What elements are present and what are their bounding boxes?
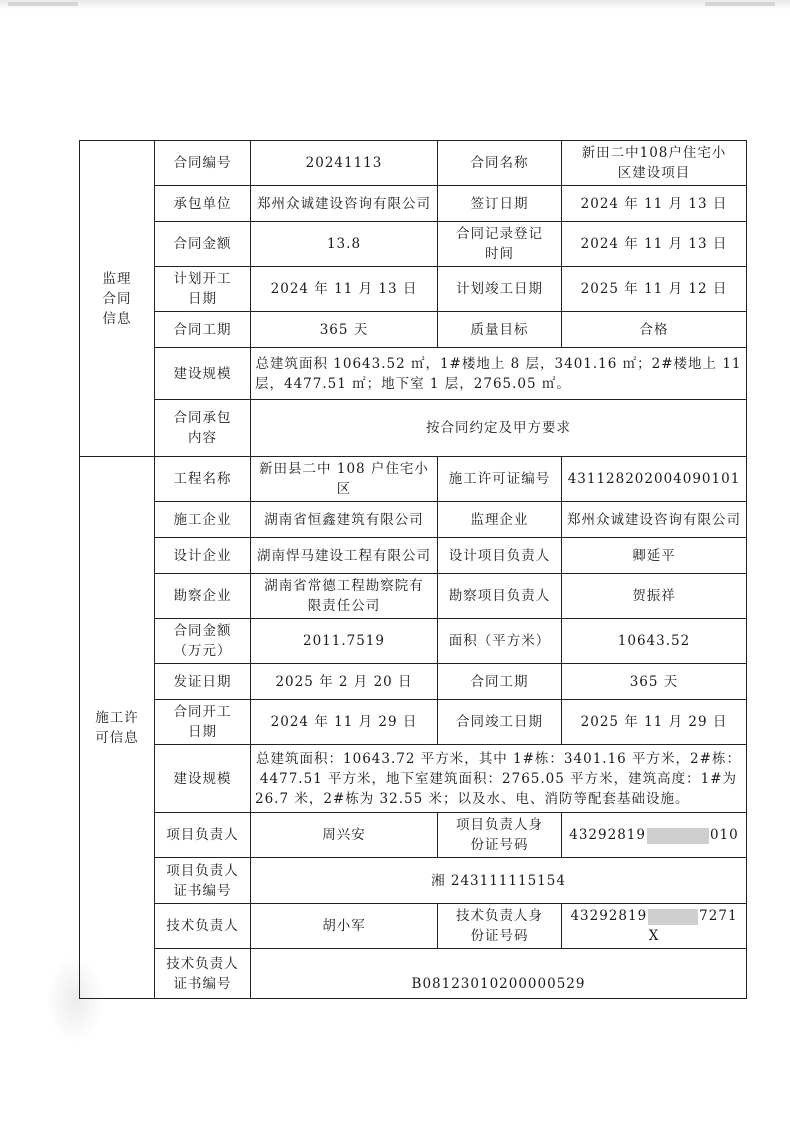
table-row	[80, 858, 747, 904]
section-title-contract: 监理合同信息	[80, 141, 155, 457]
field-label: 建设规模	[155, 348, 251, 400]
id-suffix: 010	[709, 827, 739, 843]
field-value: 新田二中108户住宅小区建设项目	[562, 141, 747, 186]
field-value: B08123010200000529	[251, 949, 747, 999]
field-label: 合同工期	[438, 664, 562, 700]
field-value: 贺振祥	[562, 574, 747, 619]
field-label: 承包单位	[155, 186, 251, 222]
id-prefix: 43292819	[569, 827, 646, 843]
table-row	[80, 538, 747, 574]
table-row	[80, 457, 747, 502]
table-row	[80, 619, 747, 664]
field-label: 监理企业	[438, 502, 562, 538]
table-row	[80, 222, 747, 267]
field-value: 总建筑面积 10643.52 ㎡，1#楼地上 8 层，3401.16 ㎡；2#楼地上 11 层，4477.51 ㎡；地下室 1 层，2765.05 ㎡。	[251, 348, 747, 400]
field-label: 技术负责人身份证号码	[438, 904, 562, 949]
field-label: 合同名称	[438, 141, 562, 186]
scan-edge	[0, 0, 790, 10]
field-label: 技术负责人证书编号	[155, 949, 251, 999]
field-value: 2011.7519	[251, 619, 438, 664]
table-row	[80, 348, 747, 400]
redaction-block	[647, 828, 709, 844]
field-value: 合格	[562, 312, 747, 348]
field-label: 建设规模	[155, 745, 251, 813]
field-label: 技术负责人	[155, 904, 251, 949]
field-label: 合同编号	[155, 141, 251, 186]
field-label: 合同记录登记时间	[438, 222, 562, 267]
id-number	[562, 904, 747, 949]
field-label: 设计企业	[155, 538, 251, 574]
field-value: 湖南省恒鑫建筑有限公司	[251, 502, 438, 538]
table-row	[80, 904, 747, 949]
table-row	[80, 664, 747, 700]
field-value: 郑州众诚建设咨询有限公司	[251, 186, 438, 222]
field-value: 郑州众诚建设咨询有限公司	[562, 502, 747, 538]
table-row	[80, 813, 747, 858]
field-value: 10643.52	[562, 619, 747, 664]
field-label: 工程名称	[155, 457, 251, 502]
field-label: 质量目标	[438, 312, 562, 348]
field-label: 发证日期	[155, 664, 251, 700]
field-value: 周兴安	[251, 813, 438, 858]
field-label: 项目负责人	[155, 813, 251, 858]
field-label: 项目负责人身份证号码	[438, 813, 562, 858]
field-label: 合同开工日期	[155, 700, 251, 745]
field-value: 20241113	[251, 141, 438, 186]
table-row	[80, 574, 747, 619]
field-label: 计划开工日期	[155, 267, 251, 312]
table-row	[80, 186, 747, 222]
table-row	[80, 400, 747, 457]
field-label: 施工企业	[155, 502, 251, 538]
table-row	[80, 312, 747, 348]
field-label: 计划竣工日期	[438, 267, 562, 312]
field-label: 合同竣工日期	[438, 700, 562, 745]
table-row	[80, 700, 747, 745]
id-suffix: 7271X	[648, 908, 738, 944]
field-label: 合同金额（万元）	[155, 619, 251, 664]
field-label: 施工许可证编号	[438, 457, 562, 502]
table-row	[80, 745, 747, 813]
field-value: 2025 年 11 月 12 日	[562, 267, 747, 312]
id-prefix: 43292819	[570, 908, 648, 924]
field-value: 2025 年 11 月 29 日	[562, 700, 747, 745]
field-value: 湖南悍马建设工程有限公司	[251, 538, 438, 574]
scan-artifact	[705, 2, 775, 6]
field-label: 签订日期	[438, 186, 562, 222]
field-value: 按合同约定及甲方要求	[251, 400, 747, 457]
field-value: 胡小军	[251, 904, 438, 949]
field-value: 湖南省常德工程勘察院有限责任公司	[251, 574, 438, 619]
field-value: 新田县二中 108 户住宅小区	[251, 457, 438, 502]
redaction-block	[648, 909, 698, 925]
field-label: 项目负责人证书编号	[155, 858, 251, 904]
info-table	[79, 140, 747, 999]
field-value: 365 天	[562, 664, 747, 700]
field-value: 总建筑面积：10643.72 平方米，其中 1#栋：3401.16 平方米，2#栋：4477.51 平方米，地下室建筑面积：2765.05 平方米，建筑高度：1#为 26.7 米，2#栋为 32.55 米；以及水、电、消防等配套基础设施。	[251, 745, 747, 813]
section-title-permit: 施工许可信息	[80, 457, 155, 999]
field-label: 设计项目负责人	[438, 538, 562, 574]
table-row	[80, 141, 747, 186]
table-row	[80, 267, 747, 312]
field-value: 2024 年 11 月 13 日	[251, 267, 438, 312]
field-value: 365 天	[251, 312, 438, 348]
table-row	[80, 502, 747, 538]
field-label: 面积（平方米）	[438, 619, 562, 664]
field-value: 湘 243111115154	[251, 858, 747, 904]
field-label: 勘察企业	[155, 574, 251, 619]
field-value: 2024 年 11 月 29 日	[251, 700, 438, 745]
field-value: 2024 年 11 月 13 日	[562, 222, 747, 267]
field-label: 勘察项目负责人	[438, 574, 562, 619]
id-number	[562, 813, 747, 858]
table-row	[80, 949, 747, 999]
field-value: 2024 年 11 月 13 日	[562, 186, 747, 222]
field-value: 2025 年 2 月 20 日	[251, 664, 438, 700]
scan-artifact	[8, 2, 78, 6]
field-label: 合同金额	[155, 222, 251, 267]
field-value: 431128202004090101	[562, 457, 747, 502]
field-label: 合同工期	[155, 312, 251, 348]
field-label: 合同承包内容	[155, 400, 251, 457]
field-value: 13.8	[251, 222, 438, 267]
field-value: 卿延平	[562, 538, 747, 574]
